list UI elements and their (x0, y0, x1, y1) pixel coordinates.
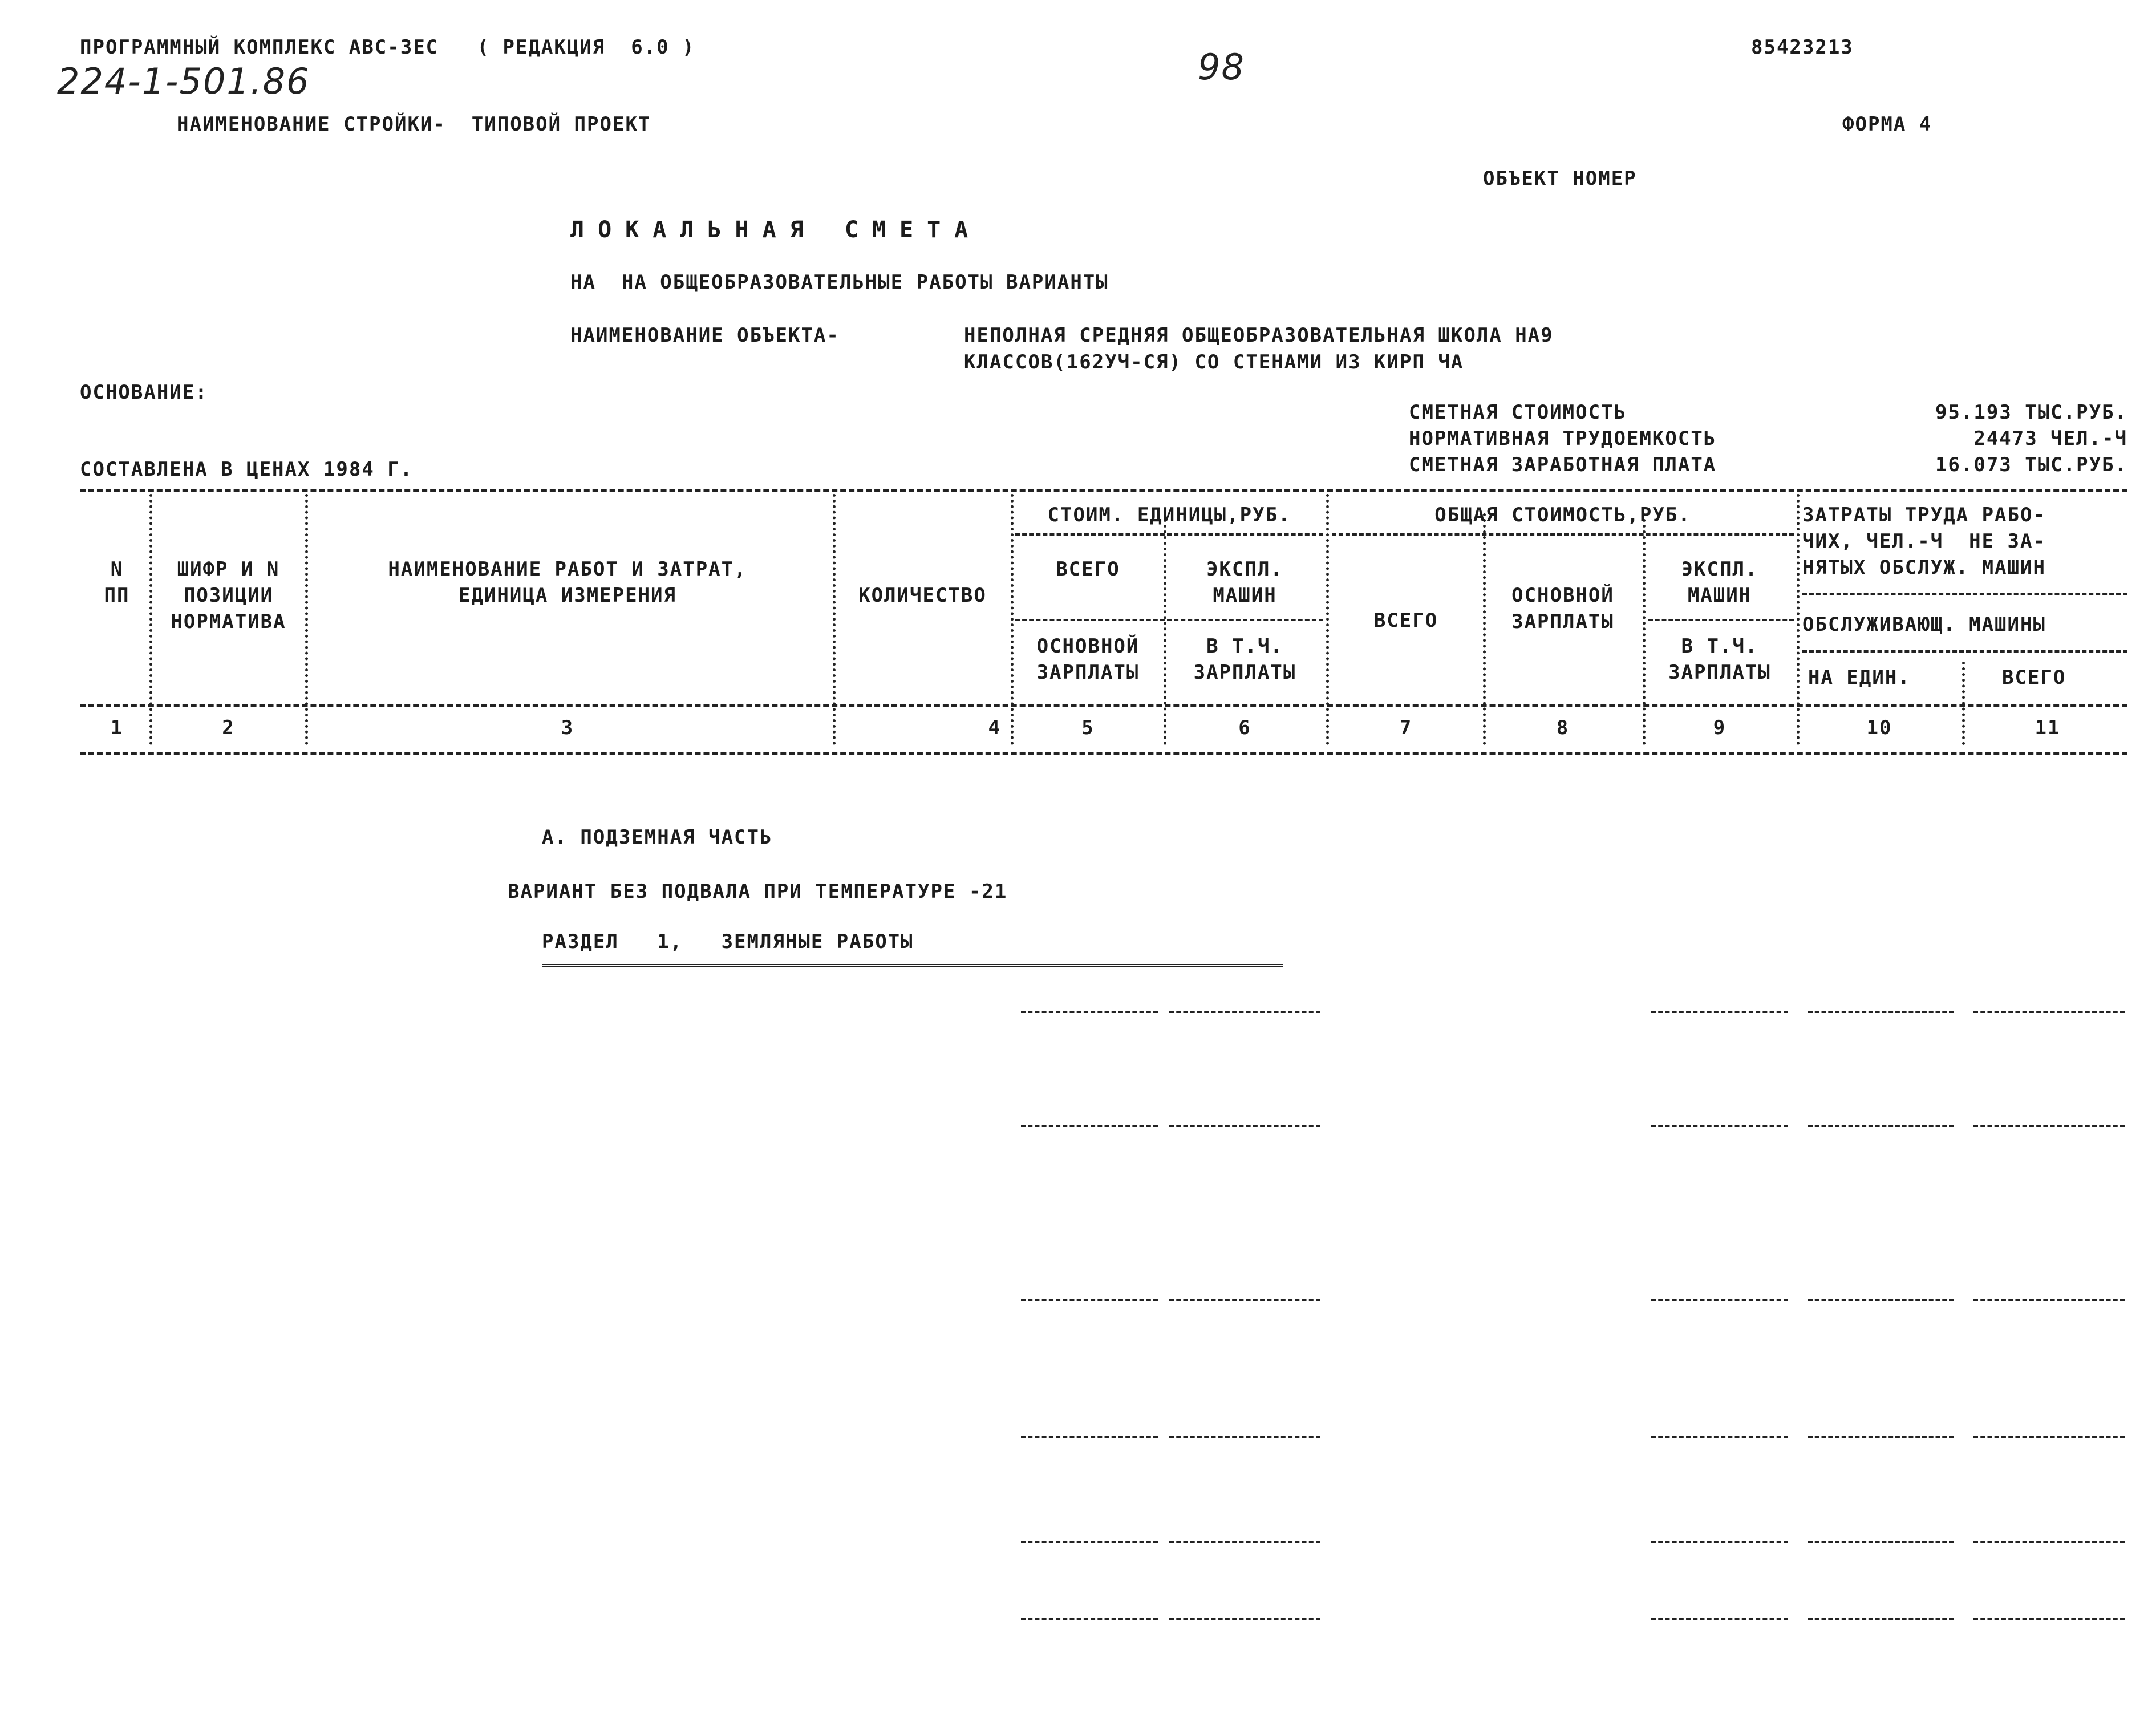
column-number: 6 (1238, 716, 1251, 739)
col-header-labor: ЧИХ, ЧЕЛ.-Ч НЕ ЗА- (1802, 530, 2046, 553)
document-code: 85423213 (1751, 36, 1854, 59)
col-header-labor: ЗАТРАТЫ ТРУДА РАБО- (1802, 504, 2046, 526)
summary-label-cost: СМЕТНАЯ СТОИМОСТЬ (1409, 401, 1627, 424)
col-header-total-all: ВСЕГО (1373, 609, 1438, 632)
col-header-unit-incl: В Т.Ч. (1206, 635, 1283, 658)
cell-divider (1808, 1436, 1954, 1438)
col-divider (1643, 513, 1646, 745)
header-inner-rule (1015, 533, 1323, 536)
col-header-description: НАИМЕНОВАНИЕ РАБОТ И ЗАТРАТ, (388, 558, 747, 581)
page-number: 98 (1198, 46, 1245, 88)
column-number: 7 (1399, 716, 1413, 739)
col-divider (1797, 494, 1800, 745)
col-header-description: ЕДИНИЦА ИЗМЕРЕНИЯ (459, 584, 676, 607)
col-divider (149, 494, 152, 745)
column-number: 5 (1081, 716, 1095, 739)
cell-divider (1169, 1541, 1320, 1543)
document-subtitle: НА НА ОБЩЕОБРАЗОВАТЕЛЬНЫЕ РАБОТЫ ВАРИАНТЫ (570, 271, 1109, 294)
object-name-line1: НЕПОЛНАЯ СРЕДНЯЯ ОБЩЕОБРАЗОВАТЕЛЬНАЯ ШКОЛА НА9 (964, 324, 1554, 347)
cell-divider (1169, 1436, 1320, 1438)
section-underline (542, 964, 1283, 967)
summary-value-labor: 24473 ЧЕЛ.-Ч (1973, 427, 2127, 450)
header-rule-bottom (80, 752, 2127, 755)
cell-divider (1021, 1436, 1158, 1438)
cell-divider (1651, 1541, 1788, 1543)
header-inner-rule (1015, 619, 1323, 621)
section-part: А. ПОДЗЕМНАЯ ЧАСТЬ (542, 826, 773, 849)
cell-divider (1651, 1618, 1788, 1620)
col-divider (1962, 662, 1965, 745)
col-header-labor-sub: ОБСЛУЖИВАЮЩ. МАШИНЫ (1802, 613, 2046, 636)
col-header-unit-incl: ЗАРПЛАТЫ (1193, 661, 1296, 684)
column-number: 10 (1866, 716, 1892, 739)
col-header-code: НОРМАТИВА (171, 610, 286, 633)
column-number: 4 (988, 716, 1001, 739)
col-header-n: ПП (104, 584, 130, 607)
cell-divider (1808, 1011, 1954, 1013)
handwritten-project-number: 224-1-501.86 (57, 60, 310, 102)
col-header-unit-total: ВСЕГО (1056, 558, 1120, 581)
cell-divider (1169, 1618, 1320, 1620)
col-header-code: ШИФР И N (177, 558, 280, 581)
cell-divider (1651, 1299, 1788, 1301)
object-name-line2: КЛАССОВ(162УЧ-СЯ) СО СТЕНАМИ ИЗ КИРП ЧА (964, 351, 1464, 374)
cell-divider (1973, 1011, 2125, 1013)
cell-divider (1021, 1011, 1158, 1013)
cell-divider (1808, 1125, 1954, 1127)
col-header-unit-cost: СТОИМ. ЕДИНИЦЫ,РУБ. (1047, 504, 1291, 526)
col-header-labor: НЯТЫХ ОБСЛУЖ. МАШИН (1802, 556, 2046, 579)
cell-divider (1808, 1541, 1954, 1543)
section-heading: РАЗДЕЛ 1, ЗЕМЛЯНЫЕ РАБОТЫ (542, 930, 914, 953)
col-header-total-incl: ЗАРПЛАТЫ (1668, 661, 1771, 684)
col-header-n: N (110, 558, 124, 581)
summary-label-labor: НОРМАТИВНАЯ ТРУДОЕМКОСТЬ (1409, 427, 1717, 450)
col-header-code: ПОЗИЦИИ (183, 584, 274, 607)
cell-divider (1021, 1125, 1158, 1127)
col-header-unit-wage: ЗАРПЛАТЫ (1036, 661, 1140, 684)
col-divider (1011, 494, 1014, 745)
construction-label: НАИМЕНОВАНИЕ СТРОЙКИ- ТИПОВОЙ ПРОЕКТ (177, 113, 651, 136)
column-number: 1 (110, 716, 124, 739)
cell-divider (1973, 1436, 2125, 1438)
column-number: 11 (2035, 716, 2061, 739)
cell-divider (1021, 1541, 1158, 1543)
column-number: 8 (1556, 716, 1570, 739)
header-inner-rule (1648, 619, 1794, 621)
header-inner-rule (1332, 533, 1794, 536)
cell-divider (1169, 1011, 1320, 1013)
col-divider (833, 494, 836, 745)
cell-divider (1651, 1011, 1788, 1013)
cell-divider (1169, 1299, 1320, 1301)
column-number: 9 (1713, 716, 1727, 739)
cell-divider (1651, 1436, 1788, 1438)
header-rule-top (80, 489, 2127, 492)
summary-label-wage: СМЕТНАЯ ЗАРАБОТНАЯ ПЛАТА (1409, 453, 1717, 476)
cell-divider (1973, 1541, 2125, 1543)
summary-value-cost: 95.193 ТЫС.РУБ. (1935, 401, 2127, 424)
col-header-total-incl: В Т.Ч. (1681, 635, 1758, 658)
document-title: ЛОКАЛЬНАЯ СМЕТА (570, 217, 982, 243)
col-divider (1164, 513, 1166, 745)
cell-divider (1169, 1125, 1320, 1127)
cell-divider (1973, 1618, 2125, 1620)
col-header-unit-machines: МАШИН (1213, 584, 1277, 607)
col-divider (305, 494, 308, 745)
col-header-total-machines: МАШИН (1687, 584, 1752, 607)
col-header-labor-unit: НА ЕДИН. (1808, 666, 1911, 689)
cell-divider (1021, 1618, 1158, 1620)
cell-divider (1651, 1125, 1788, 1127)
object-label: НАИМЕНОВАНИЕ ОБЪЕКТА- (570, 324, 840, 347)
header-inner-rule (1802, 650, 2127, 653)
cell-divider (1973, 1125, 2125, 1127)
object-number: ОБЪЕКТ НОМЕР (1483, 167, 1637, 190)
column-number: 3 (561, 716, 574, 739)
header-rule-mid (80, 704, 2127, 707)
col-header-unit-machines: ЭКСПЛ. (1206, 558, 1283, 581)
col-header-total-wage: ОСНОВНОЙ (1511, 584, 1614, 607)
col-header-total-cost: ОБЩАЯ СТОИМОСТЬ,РУБ. (1434, 504, 1691, 526)
cell-divider (1021, 1299, 1158, 1301)
column-number: 2 (222, 716, 235, 739)
program-name: ПРОГРАММНЫЙ КОМПЛЕКС АВС-ЗЕС ( РЕДАКЦИЯ 6.0 ) (80, 36, 695, 59)
col-header-labor-total: ВСЕГО (2002, 666, 2066, 689)
cell-divider (1808, 1299, 1954, 1301)
basis-label: ОСНОВАНИЕ: (80, 381, 208, 404)
section-variant: ВАРИАНТ БЕЗ ПОДВАЛА ПРИ ТЕМПЕРАТУРЕ -21 (508, 880, 1008, 903)
col-divider (1326, 494, 1329, 745)
price-basis: СОСТАВЛЕНА В ЦЕНАХ 1984 Г. (80, 458, 414, 481)
header-inner-rule (1802, 593, 2127, 595)
col-header-quantity: КОЛИЧЕСТВО (858, 584, 987, 607)
form-number: ФОРМА 4 (1842, 113, 1932, 136)
col-header-unit-wage: ОСНОВНОЙ (1036, 635, 1140, 658)
summary-value-wage: 16.073 ТЫС.РУБ. (1935, 453, 2127, 476)
col-header-total-machines: ЭКСПЛ. (1681, 558, 1758, 581)
col-header-total-wage: ЗАРПЛАТЫ (1511, 610, 1614, 633)
cell-divider (1808, 1618, 1954, 1620)
cell-divider (1973, 1299, 2125, 1301)
